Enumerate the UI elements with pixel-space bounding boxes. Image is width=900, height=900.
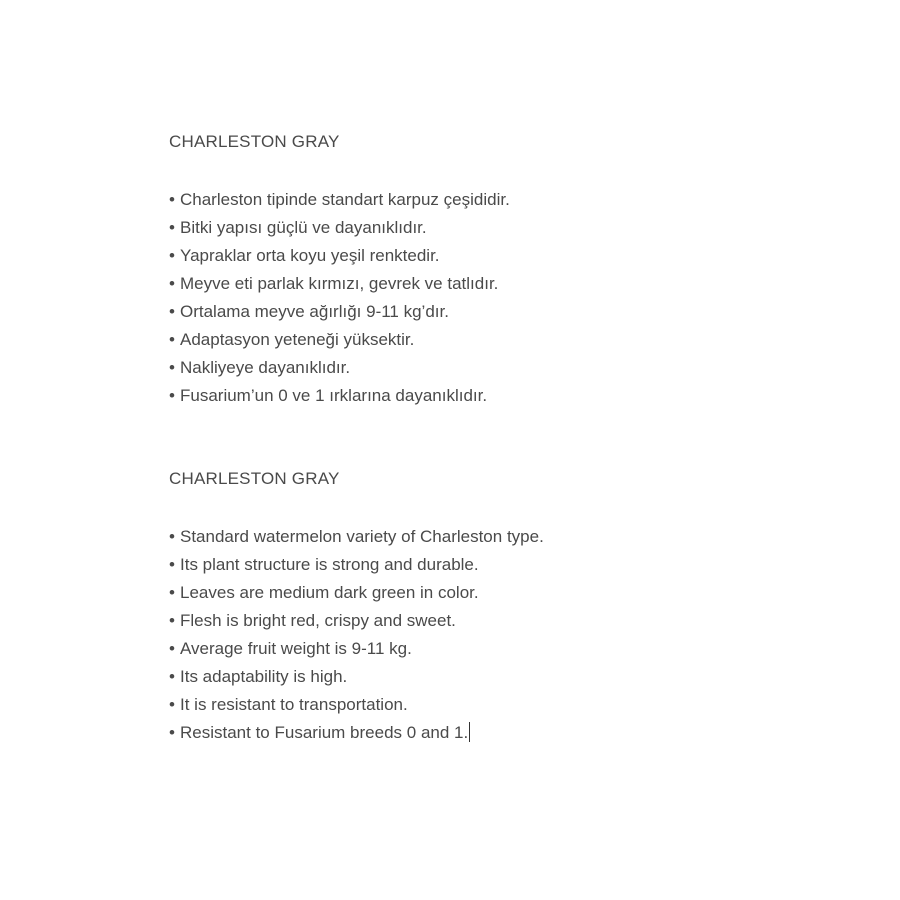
bullet-marker: • bbox=[169, 274, 175, 293]
bullet-marker: • bbox=[169, 555, 175, 574]
turkish-description-section bbox=[169, 131, 869, 410]
list-item-text: Charleston tipinde standart karpuz çeşididir. bbox=[180, 190, 510, 209]
list-item-text: Yapraklar orta koyu yeşil renktedir. bbox=[180, 246, 440, 265]
bullet-marker: • bbox=[169, 695, 175, 714]
list-item-text: Average fruit weight is 9-11 kg. bbox=[180, 639, 412, 658]
list-item-text: Leaves are medium dark green in color. bbox=[180, 583, 479, 602]
list-item-text: Standard watermelon variety of Charleston type. bbox=[180, 527, 544, 546]
list-item-text: Its plant structure is strong and durable. bbox=[180, 555, 479, 574]
section-title-english: CHARLESTON GRAY bbox=[169, 469, 340, 488]
feature-list-turkish bbox=[169, 186, 869, 410]
list-item[interactable] bbox=[169, 551, 869, 579]
list-item[interactable] bbox=[169, 635, 869, 663]
text-cursor bbox=[469, 722, 470, 742]
bullet-marker: • bbox=[169, 302, 175, 321]
english-description-section bbox=[169, 468, 869, 747]
bullet-marker: • bbox=[169, 611, 175, 630]
list-item[interactable] bbox=[169, 719, 869, 747]
bullet-marker: • bbox=[169, 218, 175, 237]
bullet-marker: • bbox=[169, 386, 175, 405]
list-item[interactable] bbox=[169, 214, 869, 242]
list-item[interactable] bbox=[169, 354, 869, 382]
list-item-text: Adaptasyon yeteneği yüksektir. bbox=[180, 330, 415, 349]
list-item-text: Ortalama meyve ağırlığı 9-11 kg’dır. bbox=[180, 302, 449, 321]
list-item-text: Nakliyeye dayanıklıdır. bbox=[180, 358, 351, 377]
list-item-text: Meyve eti parlak kırmızı, gevrek ve tatlıdır. bbox=[180, 274, 499, 293]
list-item[interactable] bbox=[169, 186, 869, 214]
list-item-text: Fusarium’un 0 ve 1 ırklarına dayanıklıdır. bbox=[180, 386, 488, 405]
list-item[interactable] bbox=[169, 607, 869, 635]
bullet-marker: • bbox=[169, 330, 175, 349]
list-item-text: Its adaptability is high. bbox=[180, 667, 348, 686]
list-item-text: Flesh is bright red, crispy and sweet. bbox=[180, 611, 456, 630]
bullet-marker: • bbox=[169, 583, 175, 602]
bullet-marker: • bbox=[169, 667, 175, 686]
list-item-text: Bitki yapısı güçlü ve dayanıklıdır. bbox=[180, 218, 427, 237]
list-item[interactable] bbox=[169, 270, 869, 298]
bullet-marker: • bbox=[169, 639, 175, 658]
bullet-marker: • bbox=[169, 723, 175, 742]
list-item[interactable] bbox=[169, 326, 869, 354]
list-item[interactable] bbox=[169, 382, 869, 410]
list-item[interactable] bbox=[169, 691, 869, 719]
bullet-marker: • bbox=[169, 358, 175, 377]
section-title-turkish: CHARLESTON GRAY bbox=[169, 132, 340, 151]
bullet-marker: • bbox=[169, 190, 175, 209]
bullet-marker: • bbox=[169, 246, 175, 265]
bullet-marker: • bbox=[169, 527, 175, 546]
list-item[interactable] bbox=[169, 579, 869, 607]
list-item[interactable] bbox=[169, 523, 869, 551]
list-item-text: Resistant to Fusarium breeds 0 and 1. bbox=[180, 723, 469, 742]
list-item[interactable] bbox=[169, 298, 869, 326]
list-item[interactable] bbox=[169, 663, 869, 691]
list-item-text: It is resistant to transportation. bbox=[180, 695, 408, 714]
list-item[interactable] bbox=[169, 242, 869, 270]
feature-list-english bbox=[169, 523, 869, 747]
